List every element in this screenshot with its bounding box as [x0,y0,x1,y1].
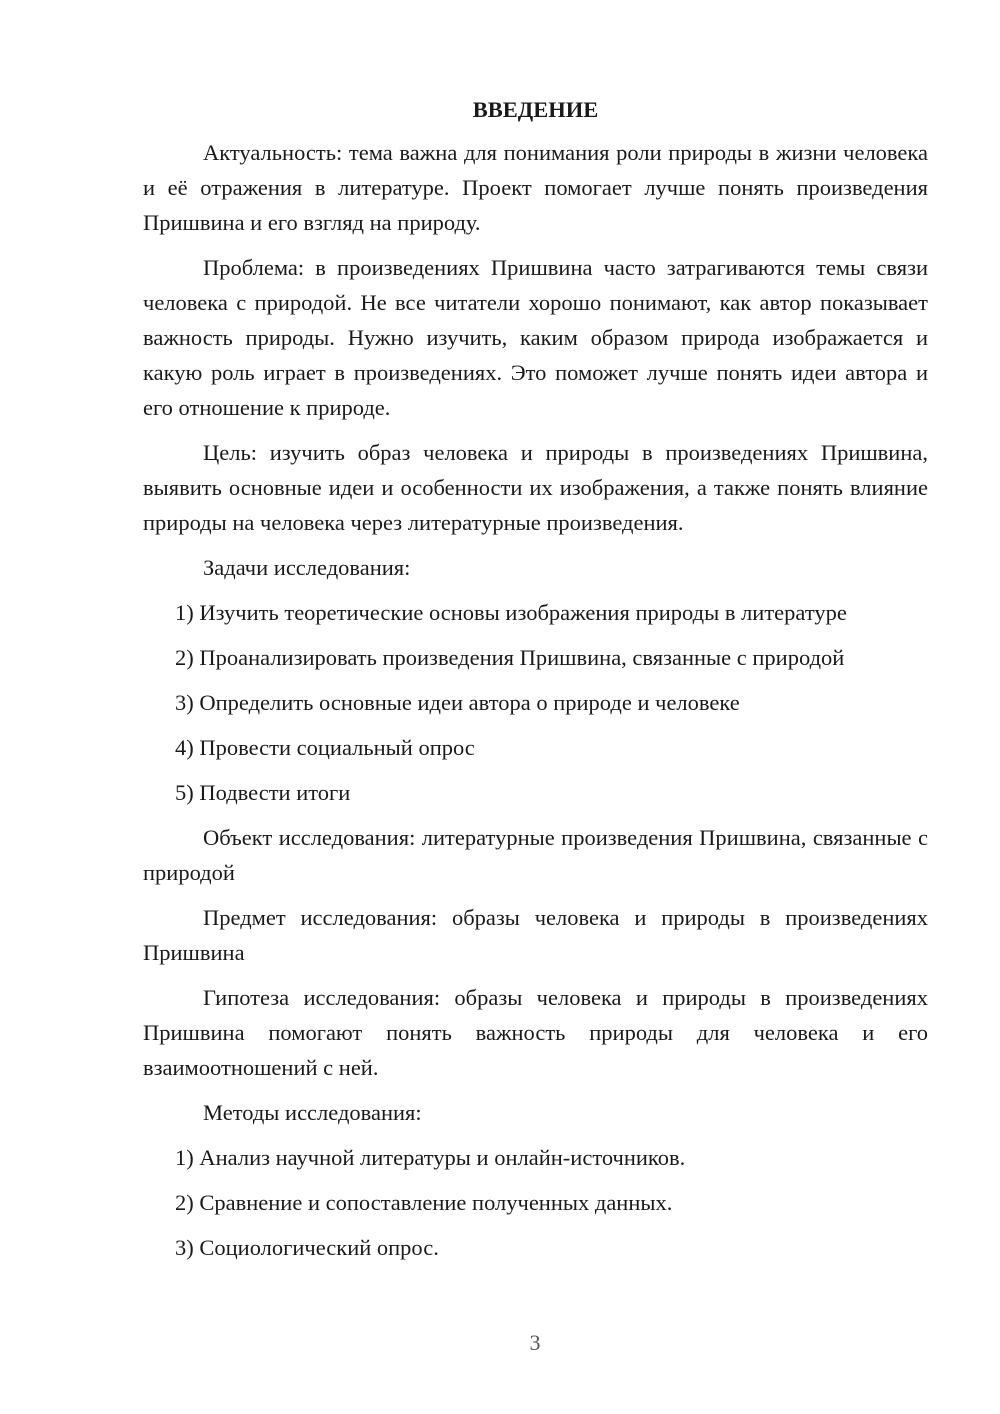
section-title: ВВЕДЕНИЕ [472,97,599,122]
relevance-paragraph: Актуальность: тема важна для понимания роли природы в жизни человека и её отражения в литературе. Проект помогает лучше понять произведения Пришвина и его взгляд на природу. [143,140,928,235]
task-item: 3) Определить основные идеи автора о природе и человеке [175,690,740,715]
document-page [143,92,928,1275]
goal-paragraph: Цель: изучить образ человека и природы в произведениях Пришвина, выявить основные идеи и особенности их изображения, а также понять влияние природы на человека через литературные произведения. [143,440,928,535]
subject-paragraph: Предмет исследования: образы человека и природы в произведениях Пришвина [143,905,928,965]
task-item: 4) Провести социальный опрос [175,735,475,760]
method-item: 3) Социологический опрос. [175,1235,439,1260]
tasks-heading: Задачи исследования: [203,555,411,580]
problem-paragraph: Проблема: в произведениях Пришвина часто затрагиваются темы связи человека с природой. Не все читатели хорошо понимают, как автор показывает важность природы. Нужно изучить, каким образом природа изображается и какую роль играет в произведениях. Это поможет лучше понять идеи автора и его отношение к природе. [143,255,928,420]
page-number: 3 [529,1330,541,1355]
task-item: 5) Подвести итоги [175,780,351,805]
method-item: 1) Анализ научной литературы и онлайн-источников. [175,1145,686,1170]
object-paragraph: Объект исследования: литературные произведения Пришвина, связанные с природой [143,825,928,885]
hypothesis-paragraph: Гипотеза исследования: образы человека и природы в произведениях Пришвина помогают понять важность природы для человека и его взаимоотношений с ней. [143,985,928,1080]
task-item: 1) Изучить теоретические основы изображения природы в литературе [175,600,847,625]
method-item: 2) Сравнение и сопоставление полученных данных. [175,1190,673,1215]
methods-heading: Методы исследования: [203,1100,422,1125]
task-item: 2) Проанализировать произведения Пришвина, связанные с природой [175,645,845,670]
